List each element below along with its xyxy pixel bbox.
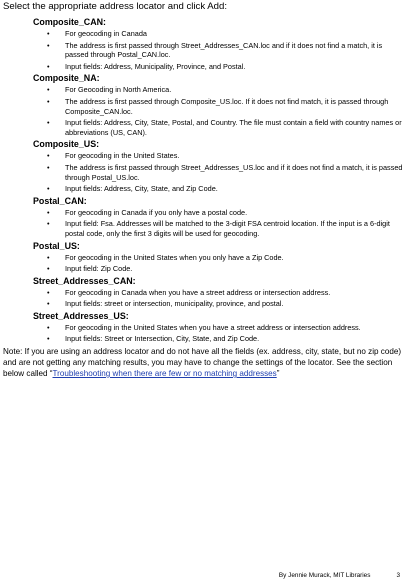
note-end: ”	[276, 369, 280, 378]
bullet-icon: •	[47, 151, 50, 161]
bullet-icon: •	[47, 287, 50, 297]
list-item-text: For geocoding in the United States when you only have a Zip Code.	[65, 252, 284, 262]
list-item	[33, 334, 405, 344]
bullet-list	[33, 151, 405, 193]
list-item-text: The address is first passed through Street_Addresses_US.loc and if it does not find a match, it is passed through Postal_US.loc.	[65, 162, 403, 182]
bullet-list	[33, 253, 405, 274]
bullet-list	[33, 323, 405, 344]
list-item-text: For geocoding in Canada when you have a street address or intersection address.	[65, 287, 331, 297]
bullet-icon: •	[47, 85, 50, 95]
footer	[279, 572, 400, 579]
list-item-text: The address is first passed through Composite_US.loc. If it does not find match, it is passed through Composite_CAN.loc.	[65, 96, 389, 116]
list-item	[33, 85, 405, 95]
page-number: 3	[396, 572, 400, 579]
note-text: Note: If you are using an address locator and do not have all the fields (ex. address, city, state, but no zip code) and are not getting any matching results, you may have to change the settings of the locator. See the section below called “	[3, 347, 402, 378]
list-item-text: Input field: Fsa. Addresses will be matched to the 3-digit FSA centroid location. If the input is a 6-digit postal code, only the first 3 digits will be used for geocoding.	[65, 219, 390, 238]
list-item-text: For Geocoding in North America.	[65, 85, 172, 95]
list-item	[33, 41, 405, 60]
section-title: Composite_US:	[33, 139, 100, 150]
list-item-text: Input fields: Address, City, State, Postal, and Country. The file must contain a field with country names or abbreviations (US, CAN).	[65, 118, 402, 137]
intro-text: Select the appropriate address locator and click Add:	[3, 1, 227, 12]
footer-author: By Jennie Murack, MIT Libraries	[278, 572, 371, 579]
note-paragraph	[3, 346, 405, 379]
bullet-icon: •	[47, 252, 50, 262]
section-title: Postal_US:	[33, 240, 80, 251]
section-title: Street_Addresses_CAN:	[33, 275, 136, 286]
bullet-list	[33, 288, 405, 309]
list-item-text: For geocoding in Canada	[65, 29, 147, 38]
list-item	[33, 264, 405, 274]
list-item-text: For geocoding in the United States.	[65, 151, 180, 161]
troubleshooting-link[interactable]: Troubleshooting when there are few or no matching addresses	[52, 369, 277, 378]
bullet-icon: •	[47, 118, 50, 128]
list-item	[33, 118, 405, 137]
bullet-list	[33, 208, 405, 239]
locator-list	[33, 17, 405, 346]
list-item	[33, 151, 405, 161]
section-title: Street_Addresses_US:	[33, 310, 129, 321]
bullet-icon: •	[47, 299, 50, 309]
bullet-icon: •	[47, 162, 50, 172]
bullet-icon: •	[47, 334, 50, 344]
list-item-text: For geocoding in Canada if you only have a postal code.	[65, 207, 248, 217]
list-item-text: Input field: Zip Code.	[65, 264, 133, 274]
bullet-list	[33, 29, 405, 71]
list-item	[33, 288, 405, 298]
list-item-text: Input fields: Street or Intersection, City, State, and Zip Code.	[65, 334, 260, 344]
bullet-icon: •	[47, 96, 50, 106]
list-item	[33, 299, 405, 309]
bullet-icon: •	[47, 40, 50, 50]
list-item-text: Input fields: street or intersection, municipality, province, and postal.	[65, 299, 284, 309]
list-item-text: Input fields: Address, Municipality, Province, and Postal.	[65, 61, 246, 71]
bullet-icon: •	[47, 61, 50, 71]
bullet-icon: •	[47, 29, 50, 38]
list-item	[33, 97, 405, 116]
bullet-icon: •	[47, 322, 50, 332]
list-item	[33, 62, 405, 72]
list-item	[33, 208, 405, 218]
bullet-list	[33, 85, 405, 137]
list-item	[33, 163, 405, 182]
bullet-icon: •	[47, 264, 50, 274]
list-item-text: The address is first passed through Street_Addresses_CAN.loc and if it does not find a match, it is passed through Postal_CAN.loc.	[65, 40, 383, 60]
list-item	[33, 323, 405, 333]
bullet-icon: •	[47, 184, 50, 194]
list-item-text: For geocoding in the United States when you have a street address or intersection address.	[65, 322, 361, 332]
bullet-icon: •	[47, 207, 50, 217]
section-title: Composite_CAN:	[33, 17, 106, 27]
bullet-icon: •	[47, 219, 50, 229]
list-item	[33, 29, 405, 39]
list-item-text: Input fields: Address, City, State, and Zip Code.	[65, 184, 218, 194]
section-title: Postal_CAN:	[33, 195, 87, 206]
list-item	[33, 219, 405, 238]
section-title: Composite_NA:	[33, 73, 100, 84]
list-item	[33, 253, 405, 263]
list-item	[33, 184, 405, 194]
